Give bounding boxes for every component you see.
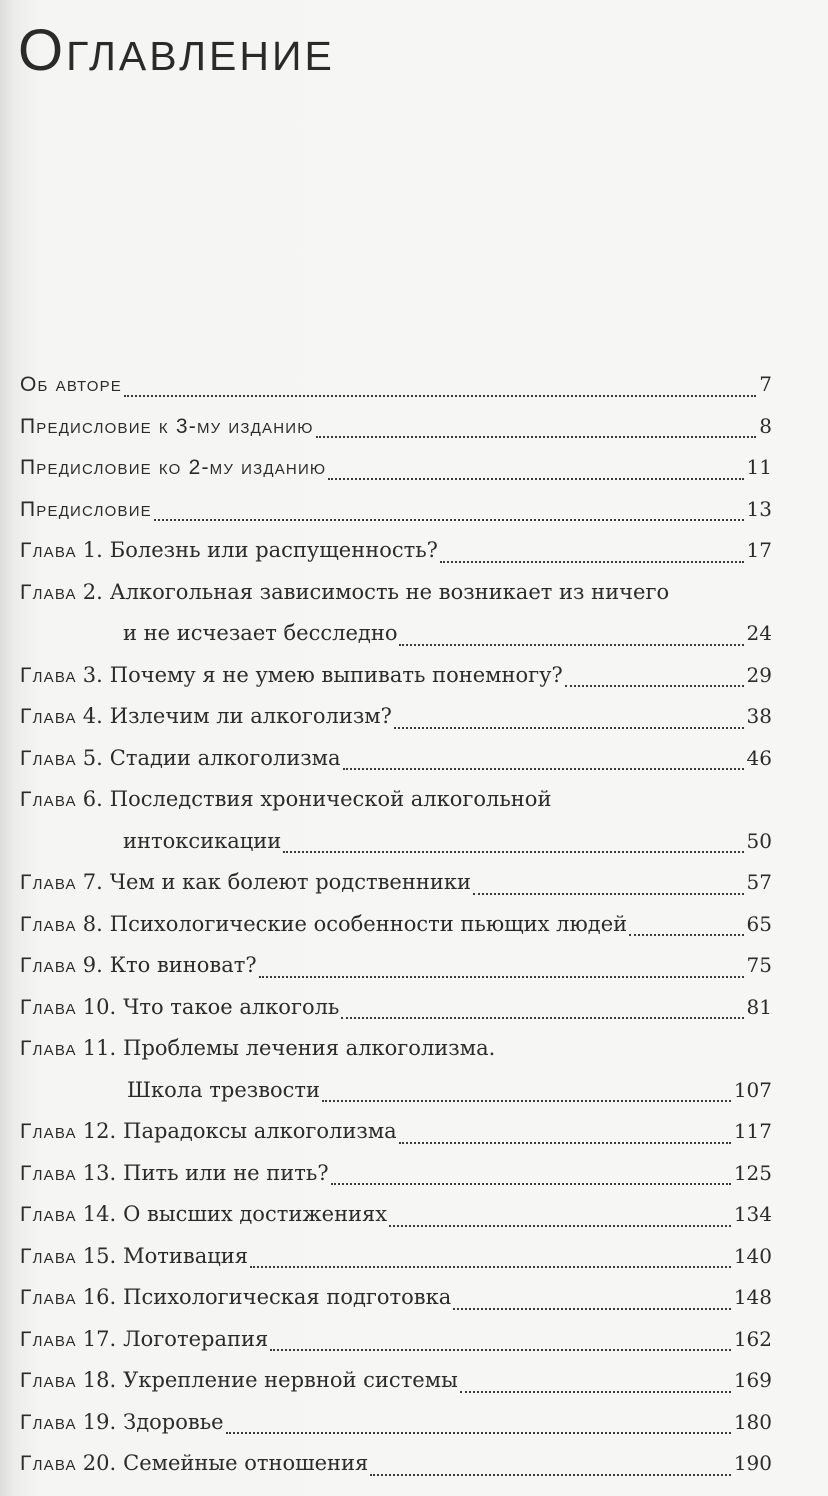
page-title: Оглавление — [18, 18, 335, 83]
toc-page-number: 29 — [746, 662, 772, 687]
toc-page-number: 190 — [733, 1451, 772, 1475]
dot-leader — [124, 395, 756, 397]
toc-entry-chapter-1[interactable] — [20, 530, 772, 572]
toc-entry-chapter-16[interactable] — [20, 1277, 772, 1319]
chapter-number: 7. — [82, 870, 103, 894]
dot-leader — [399, 644, 743, 646]
toc-entry-label: Предисловие к 3-му изданию — [20, 414, 314, 438]
dot-leader — [270, 1349, 731, 1351]
toc-entry[interactable] — [20, 364, 772, 406]
dot-leader — [453, 1308, 731, 1310]
chapter-title: Алкогольная зависимость не возникает из ничего — [109, 579, 670, 604]
toc-entry-chapter-3[interactable] — [20, 655, 772, 697]
chapter-prefix: Глава — [20, 1120, 77, 1143]
chapter-prefix: Глава — [20, 788, 77, 811]
chapter-title-continuation: Школа трезвости — [127, 1077, 321, 1102]
toc-entry-chapter-19[interactable] — [20, 1402, 772, 1444]
chapter-title: Излечим ли алкоголизм? — [109, 704, 392, 728]
dot-leader — [328, 478, 743, 480]
chapter-title: Психологические особенности пьющих людей — [109, 911, 628, 936]
chapter-title: Мотивация — [123, 1243, 248, 1268]
chapter-prefix: Глава — [20, 1369, 77, 1392]
dot-leader — [226, 1432, 731, 1434]
chapter-number: 16. — [82, 1285, 117, 1309]
toc-page-number: 8 — [759, 413, 772, 438]
toc-entry-chapter-2[interactable] — [20, 572, 772, 655]
toc-entry-chapter-12[interactable] — [20, 1111, 772, 1153]
chapter-prefix: Глава — [20, 995, 77, 1019]
toc-entry-chapter-15[interactable] — [20, 1236, 772, 1278]
dot-leader — [154, 519, 744, 521]
toc-entry-label: Об авторе — [20, 373, 122, 396]
chapter-prefix: Глава — [20, 1203, 77, 1226]
toc-entry-chapter-5[interactable] — [20, 738, 772, 780]
chapter-prefix: Глава — [20, 705, 77, 728]
toc-page-number: 24 — [746, 621, 772, 645]
chapter-prefix: Глава — [20, 1452, 77, 1475]
chapter-title: Болезнь или распущенность? — [109, 538, 438, 562]
chapter-prefix: Глава — [20, 1286, 77, 1309]
chapter-number: 9. — [82, 953, 103, 977]
toc-page-number: 117 — [733, 1119, 772, 1143]
chapter-prefix: Глава — [20, 871, 77, 894]
chapter-title: Почему я не умею выпивать понемногу? — [109, 662, 563, 687]
chapter-title: Логотерапия — [123, 1326, 269, 1351]
chapter-title: Стадии алкоголизма — [109, 745, 341, 770]
toc-entry-chapter-7[interactable] — [20, 862, 772, 904]
dot-leader — [322, 1100, 731, 1102]
toc-page-number: 65 — [746, 911, 772, 936]
chapter-number: 5. — [82, 745, 103, 770]
dot-leader — [394, 727, 744, 729]
chapter-title: Последствия хронической алкогольной — [109, 787, 552, 811]
toc-page-number: 7 — [759, 372, 772, 396]
toc-page-number: 134 — [733, 1202, 772, 1226]
chapter-number: 13. — [82, 1160, 117, 1185]
dot-leader — [259, 976, 744, 978]
chapter-prefix: Глава — [20, 954, 77, 977]
dot-leader — [399, 1142, 731, 1144]
chapter-number: 17. — [82, 1326, 117, 1351]
toc-page-number: 46 — [746, 745, 772, 770]
toc-page-number: 125 — [733, 1160, 772, 1185]
toc-entry-chapter-20[interactable] — [20, 1443, 772, 1485]
chapter-number: 15. — [82, 1243, 117, 1268]
chapter-number: 2. — [82, 579, 103, 604]
toc-page-number: 107 — [733, 1077, 772, 1102]
toc-page-number: 13 — [746, 496, 772, 521]
dot-leader — [460, 1391, 731, 1393]
toc-entry-label: Предисловие ко 2-му изданию — [20, 456, 327, 479]
chapter-prefix: Глава — [20, 1161, 77, 1185]
chapter-title: Проблемы лечения алкоголизма. — [123, 1036, 496, 1060]
chapter-number: 20. — [82, 1451, 117, 1475]
chapter-title: Семейные отношения — [123, 1451, 369, 1475]
chapter-number: 12. — [82, 1119, 117, 1143]
toc-page-number: 140 — [733, 1243, 772, 1268]
toc-entry[interactable] — [20, 406, 772, 448]
toc-page-number: 50 — [746, 828, 772, 853]
dot-leader — [629, 934, 743, 936]
chapter-prefix: Глава — [20, 1037, 77, 1060]
chapter-number: 14. — [82, 1202, 117, 1226]
toc-entry-chapter-14[interactable] — [20, 1194, 772, 1236]
toc-page-number: 169 — [733, 1368, 772, 1392]
chapter-title: Кто виноват? — [109, 953, 257, 977]
chapter-title: Парадоксы алкоголизма — [123, 1119, 397, 1143]
chapter-number: 8. — [82, 911, 103, 936]
chapter-prefix: Глава — [20, 1327, 77, 1351]
toc-page-number: 81 — [746, 994, 772, 1019]
toc-page-number: 38 — [746, 704, 772, 728]
dot-leader — [370, 1474, 731, 1476]
chapter-number: 19. — [82, 1409, 117, 1434]
chapter-title: Психологическая подготовка — [123, 1285, 452, 1309]
chapter-title: Что такое алкоголь — [123, 994, 340, 1019]
toc-page-number: 11 — [746, 455, 772, 479]
chapter-title: Здоровье — [123, 1409, 224, 1434]
toc-page-number: 75 — [746, 953, 772, 977]
chapter-prefix: Глава — [20, 746, 77, 770]
toc-page-number: 162 — [733, 1326, 772, 1351]
toc-entry-label: Предисловие — [20, 497, 152, 521]
dot-leader — [473, 893, 744, 895]
chapter-prefix: Глава — [20, 1244, 77, 1268]
chapter-prefix: Глава — [20, 539, 77, 562]
table-of-contents — [20, 364, 772, 1485]
toc-entry-chapter-6[interactable] — [20, 779, 772, 862]
dot-leader — [565, 685, 744, 687]
chapter-number: 18. — [82, 1368, 117, 1392]
chapter-title-continuation: интоксикации — [123, 828, 282, 853]
toc-entry-chapter-18[interactable] — [20, 1360, 772, 1402]
dot-leader — [440, 561, 744, 563]
toc-entry-chapter-9[interactable] — [20, 945, 772, 987]
chapter-title: Пить или не пить? — [123, 1160, 329, 1185]
toc-entry-chapter-10[interactable] — [20, 987, 772, 1029]
dot-leader — [331, 1183, 731, 1185]
chapter-number: 4. — [82, 704, 103, 728]
dot-leader — [316, 436, 757, 438]
chapter-number: 11. — [82, 1036, 117, 1060]
chapter-title-continuation: и не исчезает бесследно — [123, 621, 398, 645]
chapter-prefix: Глава — [20, 1410, 77, 1434]
toc-entry[interactable] — [20, 447, 772, 489]
chapter-number: 3. — [82, 662, 103, 687]
chapter-title: Укрепление нервной системы — [123, 1368, 458, 1392]
toc-entry-chapter-17[interactable] — [20, 1319, 772, 1361]
chapter-prefix: Глава — [20, 912, 77, 936]
chapter-title: О высших достижениях — [123, 1202, 388, 1226]
toc-entry-chapter-13[interactable] — [20, 1153, 772, 1195]
dot-leader — [389, 1225, 731, 1227]
toc-page-number: 17 — [746, 538, 772, 562]
chapter-prefix: Глава — [20, 663, 77, 687]
toc-entry-chapter-4[interactable] — [20, 696, 772, 738]
toc-entry-chapter-8[interactable] — [20, 904, 772, 946]
dot-leader — [343, 768, 744, 770]
dot-leader — [283, 851, 743, 853]
chapter-title: Чем и как болеют родственники — [109, 870, 471, 894]
chapter-number: 1. — [82, 538, 103, 562]
dot-leader — [341, 1017, 743, 1019]
toc-page-number: 57 — [746, 870, 772, 894]
toc-entry[interactable] — [20, 489, 772, 531]
toc-entry-chapter-11[interactable] — [20, 1028, 772, 1111]
toc-page-number: 148 — [733, 1285, 772, 1309]
chapter-number: 10. — [82, 994, 117, 1019]
chapter-prefix: Глава — [20, 580, 77, 604]
toc-page-number: 180 — [733, 1409, 772, 1434]
dot-leader — [250, 1266, 731, 1268]
chapter-number: 6. — [82, 787, 103, 811]
